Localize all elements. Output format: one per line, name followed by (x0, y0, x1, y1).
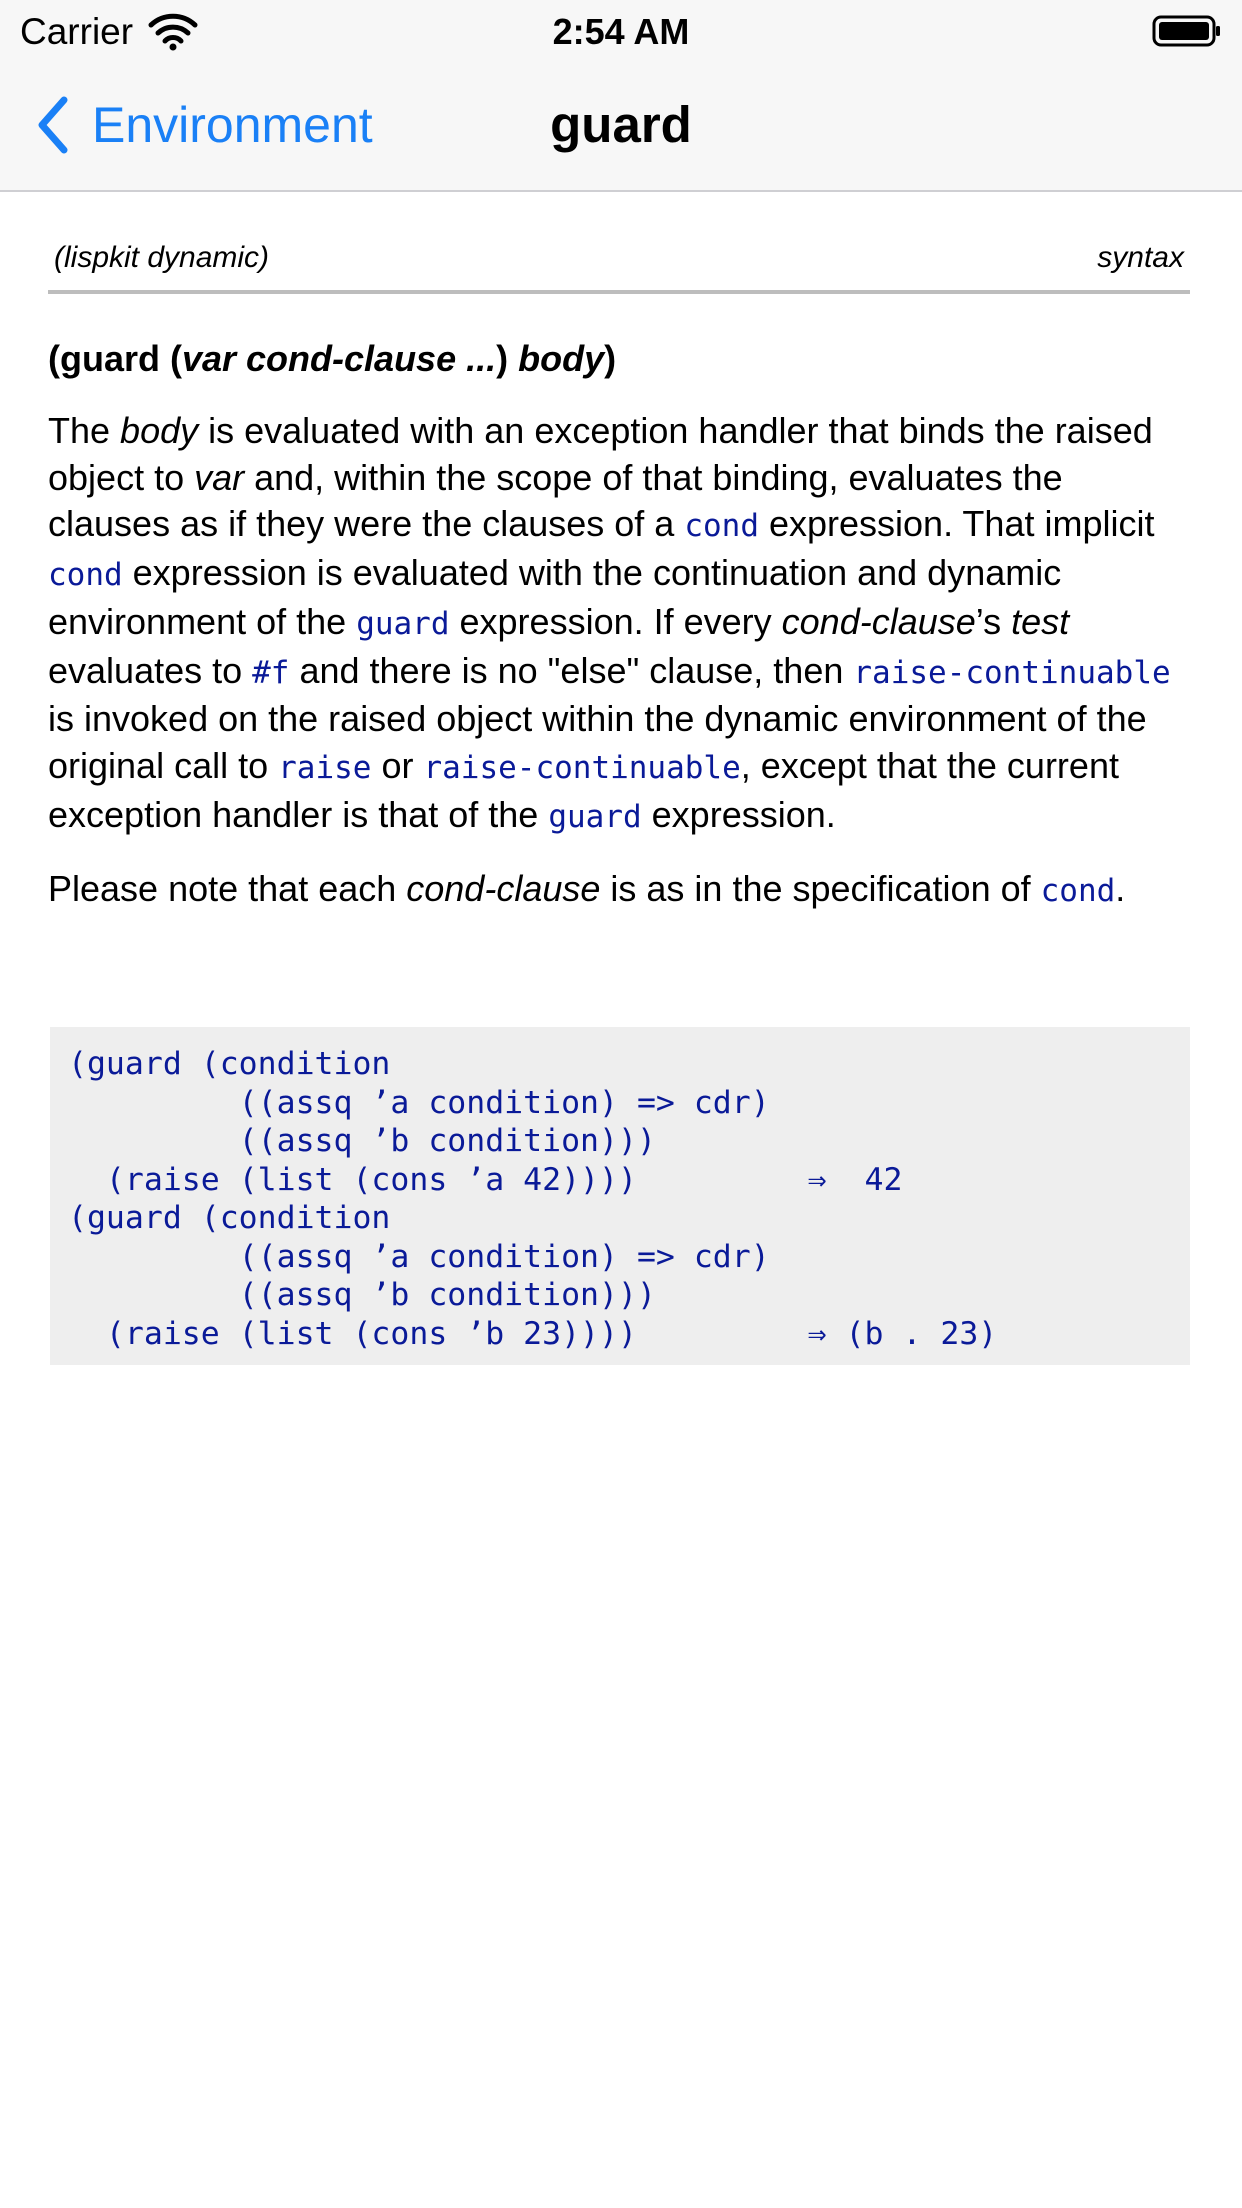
entry-header (48, 232, 1190, 294)
text-run: and, within the scope of that binding, evaluates the clauses as if they were the clauses of a (48, 456, 1063, 545)
status-time: 2:54 AM (552, 11, 690, 52)
battery-icon (1152, 14, 1222, 48)
code-example-block (50, 1027, 1190, 1365)
code-term: cond (684, 508, 759, 545)
italic-term: test (1011, 600, 1070, 642)
text-run: is invoked on the raised object within the dynamic environment of the original call to (48, 698, 1147, 786)
text-run: evaluates to (48, 649, 253, 691)
text-run: expression. (641, 793, 836, 835)
italic-term: cond-clause (406, 868, 601, 910)
documentation-content (48, 232, 1190, 915)
code-term: raise-continuable (423, 749, 741, 786)
text-run: Please note that each (48, 868, 407, 910)
description-paragraph (48, 408, 1190, 840)
note-paragraph (48, 866, 1190, 915)
text-run: . (1115, 868, 1126, 910)
text-run: and there is no "else" clause, then (289, 649, 854, 691)
code-example: (guard (condition ((assq ’a condition) => cdr) ((assq ’b condition))) (raise (list (cons ’a 42)))) ⇒ 42 (guard (condition ((assq ’a condition) => cdr) ((assq ’b condition))) (raise (list (cons ’b 23)))) ⇒ (b . 23) (68, 1046, 998, 1352)
entry-kind-label: syntax (1097, 241, 1184, 274)
code-term: #f (252, 654, 290, 691)
text-run: expression. That implicit (758, 503, 1155, 545)
signature-args: var cond-clause ... (181, 338, 497, 379)
entry-signature (48, 336, 1190, 382)
code-term: guard (548, 798, 642, 835)
signature-open: (guard ( (48, 338, 182, 379)
text-run: , except that the current exception handler is that of the (48, 744, 1119, 835)
code-term: guard (356, 605, 450, 642)
navigation-bar (0, 62, 1242, 192)
code-term: cond (48, 557, 123, 594)
text-run: is evaluated with an exception handler that binds the raised object to (48, 410, 1153, 498)
text-run: or (371, 744, 424, 786)
status-bar (0, 0, 1242, 62)
text-run: The (48, 410, 121, 451)
code-term: raise (278, 749, 372, 786)
text-run: expression. If every (449, 600, 782, 642)
italic-term: body (120, 410, 199, 451)
text-run: expression is evaluated with the continuation and dynamic environment of the (48, 552, 1062, 642)
back-button-label: Environment (92, 97, 373, 153)
signature-close: ) (604, 338, 617, 379)
library-label: (lispkit dynamic) (54, 241, 270, 274)
italic-term: cond-clause (781, 600, 976, 642)
page-title: guard (550, 96, 692, 153)
signature-mid: ) (496, 338, 519, 379)
carrier-label: Carrier (20, 11, 134, 52)
text-run: is as in the specification of (600, 868, 1041, 910)
text-run: ’s (975, 600, 1012, 642)
code-term: raise-continuable (853, 654, 1171, 691)
italic-term: var (194, 456, 245, 498)
code-term: cond (1040, 873, 1116, 910)
signature-body: body (518, 338, 605, 379)
